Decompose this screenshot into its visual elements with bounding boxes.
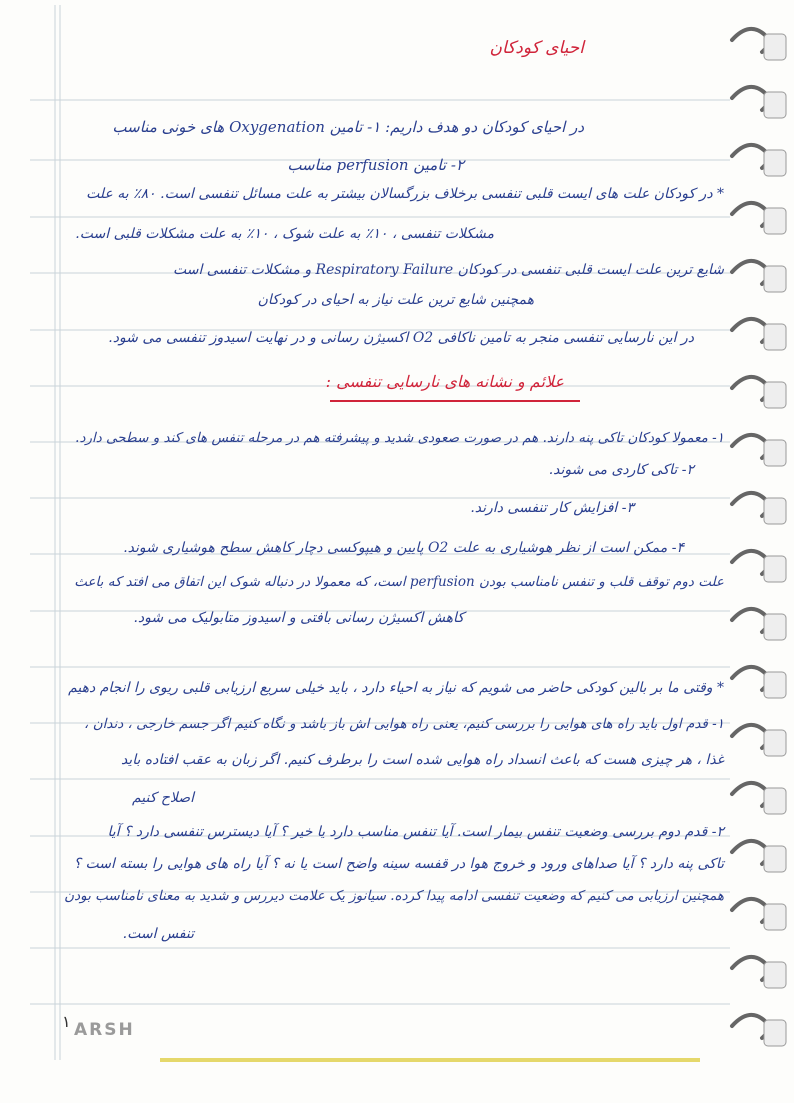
intro-line-1: در احیای کودکان دو هدف داریم: ۱- تامین Oxygenation های خونی مناسب: [112, 118, 584, 136]
step2-line-3: همچنین ارزیابی می کنیم که وضعیت تنفسی ادامه پیدا کرده. سیانوز یک علامت دیررس و شدید به معنای نامناسب بودن: [64, 888, 724, 904]
step2-line-4: تنفس است.: [122, 926, 194, 942]
para1-line-2: مشکلات تنفسی ، ۱۰٪ به علت شوک ، ۱۰٪ به علت مشکلات قلبی است.: [75, 226, 494, 242]
sign-3: ۳- افزایش کار تنفسی دارند.: [470, 500, 634, 516]
section-heading-signs: علائم و نشانه های نارسایی تنفسی :: [325, 372, 564, 391]
sign-2: ۲- تاکی کاردی می شوند.: [548, 462, 694, 478]
brand-logo: ARSH: [74, 1020, 135, 1040]
step2-line-1: ۲- قدم دوم بررسی وضعیت تنفس بیمار است. آیا تنفس مناسب دارد یا خیر ؟ آیا دیسترس تنفسی دارد ؟ آیا: [107, 824, 724, 840]
page-title: احیای کودکان: [489, 38, 584, 58]
intro-line-2: ۲- تامین perfusion مناسب: [287, 156, 464, 174]
sign-1: ۱- معمولا کودکان تاکی پنه دارند. هم در صورت صعودی شدید و پیشرفته هم در مرحله تنفس های کند و سطحی دارد.: [75, 430, 724, 446]
step1-line-1: ۱- قدم اول باید راه های هوایی را بررسی کنیم، یعنی راه هوایی اش باز باشد و نگاه کنیم اگر جسم خارجی ، دندان ،: [84, 716, 724, 732]
para2-line-1: * وقتی ما بر بالین کودکی حاضر می شویم که نیاز به احیاء دارد ، باید خیلی سریع ارزیابی قلبی ریوی را انجام دهیم: [68, 680, 724, 696]
sign-cause-line-2: کاهش اکسیژن رسانی بافتی و اسیدوز متابولیک می شود.: [133, 610, 464, 626]
para1-line-5: در این نارسایی تنفسی منجر به تامین ناکافی O2 اکسیژن رسانی و در نهایت اسیدوز تنفسی می شود.: [108, 330, 694, 346]
step2-line-2: تاکی پنه دارد ؟ آیا صداهای ورود و خروج هوا در قفسه سینه واضح است یا نه ؟ آیا راه های هوایی را بسته است ؟: [73, 856, 724, 872]
sign-4: ۴- ممکن است از نظر هوشیاری به علت O2 پایین و هیپوکسی دچار کاهش سطح هوشیاری شوند.: [123, 540, 684, 556]
para1-line-4: همچنین شایع ترین علت نیاز به احیای در کودکان: [257, 292, 534, 308]
sign-cause-line-1: علت دوم توقف قلب و تنفس نامناسب بودن perfusion است، که معمولا در دنباله شوک این اتفاق می افتد که باعث: [74, 574, 724, 590]
step1-line-3: اصلاح کنیم: [131, 790, 194, 806]
heading-underline: [330, 400, 580, 402]
page-number: ۱: [62, 1012, 71, 1031]
para1-line-1: * در کودکان علت های ایست قلبی تنفسی برخلاف بزرگسالان بیشتر به علت مسائل تنفسی است. ۸۰٪ به علت: [86, 186, 724, 202]
bottom-binding-strip: [160, 1058, 700, 1062]
step1-line-2: غذا ، هر چیزی هست که باعث انسداد راه هوایی شده است را برطرف کنیم. اگر زبان به عقب افتاده باید: [120, 752, 724, 768]
spiral-binding: [724, 0, 794, 1103]
para1-line-3: شایع ترین علت ایست قلبی تنفسی در کودکان Respiratory Failure و مشکلات تنفسی است: [172, 262, 724, 278]
